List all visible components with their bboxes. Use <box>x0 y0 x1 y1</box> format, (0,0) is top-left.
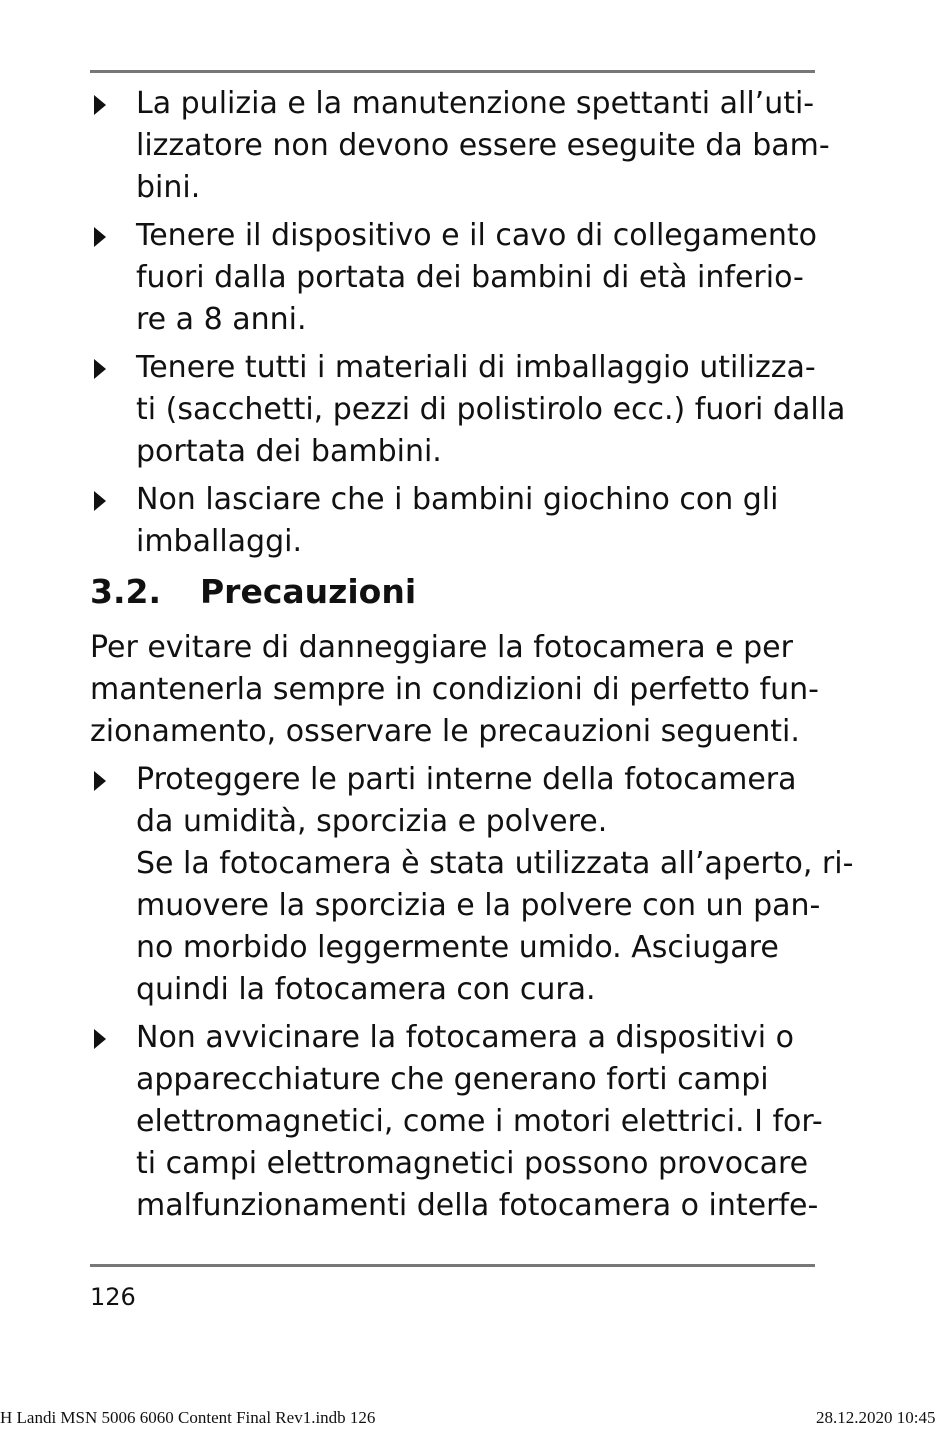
text-line: malfunzionamenti della fotocamera o interfe- <box>136 1188 819 1223</box>
triangle-bullet-icon <box>94 227 106 247</box>
text-line: elettromagnetici, come i motori elettrici. I for- <box>136 1104 823 1139</box>
text-line: Proteggere le parti interne della fotocamera <box>136 762 797 797</box>
print-slug-timestamp: 28.12.2020 10:45 <box>816 1408 936 1427</box>
text-line: Per evitare di danneggiare la fotocamera e per <box>90 630 793 665</box>
text-line: Tenere il dispositivo e il cavo di collegamento <box>136 218 817 253</box>
text-line: Non avvicinare la fotocamera a dispositivi o <box>136 1020 794 1055</box>
bullet-item <box>90 347 846 473</box>
triangle-bullet-icon <box>94 95 106 115</box>
text-line: lizzatore non devono essere eseguite da bam- <box>136 128 830 163</box>
bullet-item <box>90 479 820 563</box>
section-number: 3.2. <box>90 572 161 611</box>
section-title: Precauzioni <box>200 572 417 611</box>
text-line: zionamento, osservare le precauzioni seguenti. <box>90 714 800 749</box>
intro-paragraph <box>90 627 820 753</box>
page-number: 126 <box>90 1283 136 1311</box>
text-line: portata dei bambini. <box>136 434 442 469</box>
triangle-bullet-icon <box>94 1029 106 1049</box>
text-line: Tenere tutti i materiali di imballaggio utilizza- <box>136 350 816 385</box>
print-slug-filename: H Landi MSN 5006 6060 Content Final Rev1.indb 126 <box>0 1408 376 1427</box>
text-line: apparecchiature che generano forti campi <box>136 1062 769 1097</box>
triangle-bullet-icon <box>94 491 106 511</box>
bullet-item <box>90 215 820 341</box>
text-line: muovere la sporcizia e la polvere con un pan- <box>136 888 821 923</box>
text-line: mantenerla sempre in condizioni di perfetto fun- <box>90 672 819 707</box>
text-line: da umidità, sporcizia e polvere. <box>136 804 608 839</box>
text-line: ti campi elettromagnetici possono provocare <box>136 1146 809 1181</box>
triangle-bullet-icon <box>94 771 106 791</box>
triangle-bullet-icon <box>94 359 106 379</box>
bullet-item <box>90 83 830 209</box>
text-line: Non lasciare che i bambini giochino con gli <box>136 482 779 517</box>
text-line: bini. <box>136 170 201 205</box>
page-content <box>90 83 854 1233</box>
top-rule <box>90 70 815 73</box>
text-line: fuori dalla portata dei bambini di età inferio- <box>136 260 804 295</box>
bottom-rule <box>90 1264 815 1267</box>
text-line: Se la fotocamera è stata utilizzata all’aperto, ri- <box>136 846 854 881</box>
text-line: ti (sacchetti, pezzi di polistirolo ecc.) fuori dalla <box>136 392 846 427</box>
bullet-item <box>90 1017 823 1227</box>
text-line: re a 8 anni. <box>136 302 307 337</box>
text-line: quindi la fotocamera con cura. <box>136 972 596 1007</box>
bullet-item <box>90 759 854 1011</box>
text-line: imballaggi. <box>136 524 302 559</box>
text-line: no morbido leggermente umido. Asciugare <box>136 930 779 965</box>
text-line: La pulizia e la manutenzione spettanti all’uti- <box>136 86 815 121</box>
section-heading <box>90 569 820 621</box>
